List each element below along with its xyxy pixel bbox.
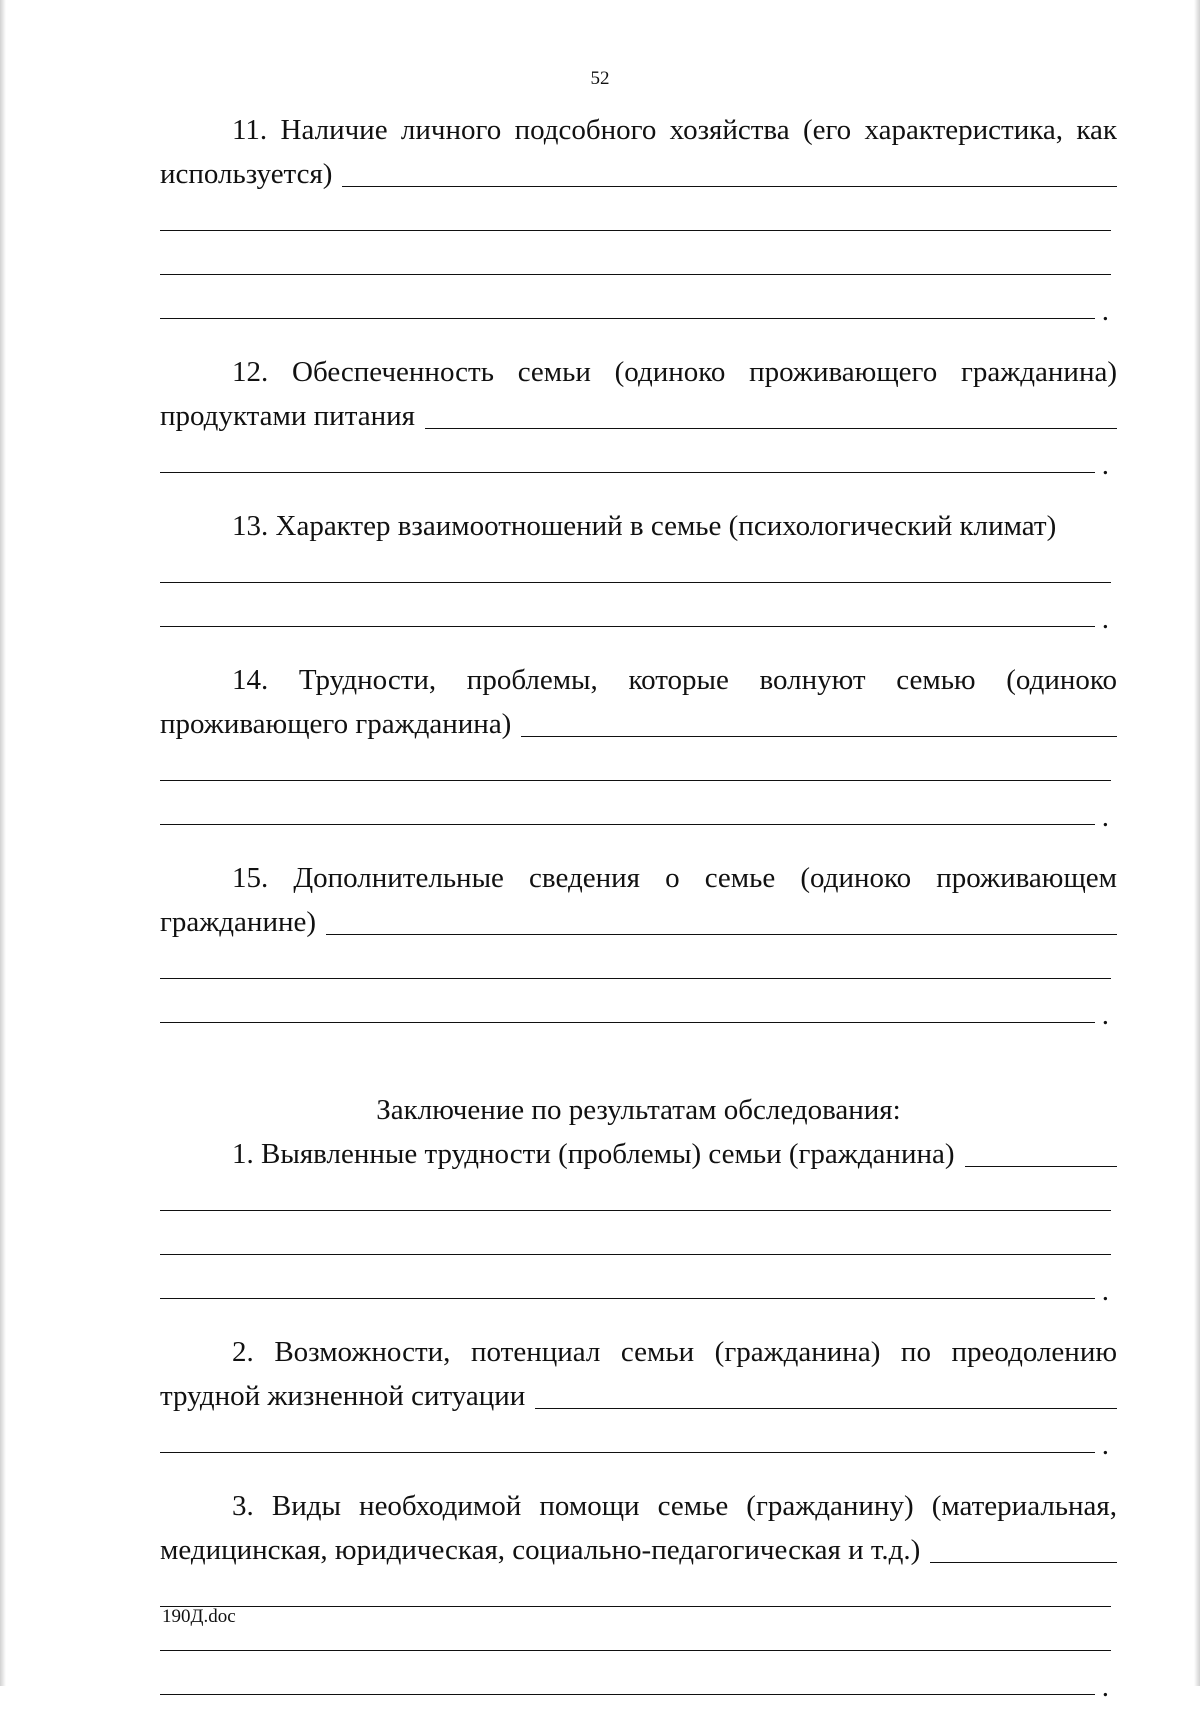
scan-edge-right bbox=[1194, 0, 1200, 1686]
item-11-answer-line[interactable] bbox=[342, 186, 1117, 187]
conclusion-item-2-text-line-1: 2. Возможности, потенциал семьи (гражданина) по преодолению bbox=[232, 1336, 1117, 1368]
conclusion-item-3-text-line-1: 3. Виды необходимой помощи семье (гражданину) (материальная, bbox=[232, 1490, 1117, 1522]
item-12-answer-blank-1[interactable]: . bbox=[160, 438, 1117, 482]
form-item-12 bbox=[160, 350, 1117, 482]
conclusion-item-1-answer-blank-3[interactable]: . bbox=[160, 1264, 1117, 1308]
item-13-text-line-1: 13. Характер взаимоотношений в семье (психологический климат) bbox=[232, 510, 1057, 542]
form-item-14 bbox=[160, 658, 1117, 834]
item-14-text-line-1: 14. Трудности, проблемы, которые волнуют семью (одиноко bbox=[232, 664, 1117, 696]
item-12-text-line-1: 12. Обеспеченность семьи (одиноко проживающего гражданина) bbox=[232, 356, 1117, 388]
conclusion-item-2-answer-line[interactable] bbox=[535, 1408, 1117, 1409]
item-15-answer-blank-1[interactable] bbox=[160, 944, 1117, 988]
item-13-answer-blank-1[interactable] bbox=[160, 548, 1117, 592]
conclusion-item-2-text-line-2: трудной жизненной ситуации bbox=[160, 1374, 1117, 1418]
conclusion-item-1-answer-blank-1[interactable] bbox=[160, 1176, 1117, 1220]
item-11-answer-blank-2[interactable] bbox=[160, 240, 1117, 284]
conclusion-item-1-answer-blank-2[interactable] bbox=[160, 1220, 1117, 1264]
form-item-13 bbox=[160, 504, 1117, 636]
item-15-answer-blank-2[interactable]: . bbox=[160, 988, 1117, 1032]
item-11-answer-blank-3[interactable]: . bbox=[160, 284, 1117, 328]
page-number: 52 bbox=[590, 68, 610, 89]
item-14-answer-blank-2[interactable]: . bbox=[160, 790, 1117, 834]
conclusion-item-2-answer-blank-1[interactable]: . bbox=[160, 1418, 1117, 1462]
item-12-answer-line[interactable] bbox=[425, 428, 1117, 429]
conclusion-item-3-answer-line[interactable] bbox=[930, 1562, 1117, 1563]
item-12-text-line-2: продуктами питания bbox=[160, 394, 1117, 438]
form-body bbox=[160, 108, 1117, 1726]
conclusion-item-1-text-line-1: 1. Выявленные трудности (проблемы) семьи (гражданина) bbox=[160, 1132, 1117, 1176]
item-13-answer-blank-2[interactable]: . bbox=[160, 592, 1117, 636]
item-14-text-line-2: проживающего гражданина) bbox=[160, 702, 1117, 746]
item-15-answer-line[interactable] bbox=[326, 934, 1117, 935]
item-11-answer-blank-1[interactable] bbox=[160, 196, 1117, 240]
scan-edge-left bbox=[0, 0, 6, 1686]
document-filename: 190Д.doc bbox=[162, 1606, 236, 1627]
conclusion-item-3-answer-blank-3[interactable]: . bbox=[160, 1660, 1117, 1704]
item-15-text-line-1: 15. Дополнительные сведения о семье (одиноко проживающем bbox=[232, 862, 1117, 894]
item-11-text-line-2: используется) bbox=[160, 152, 1117, 196]
conclusion-item-3-answer-blank-1[interactable] bbox=[160, 1572, 1117, 1616]
conclusion-item-3 bbox=[160, 1484, 1117, 1704]
conclusion-item-3-text-line-2: медицинская, юридическая, социально-педагогическая и т.д.) bbox=[160, 1528, 1117, 1572]
conclusion-item-2 bbox=[160, 1330, 1117, 1462]
form-item-11 bbox=[160, 108, 1117, 328]
conclusion-item-3-answer-blank-2[interactable] bbox=[160, 1616, 1117, 1660]
conclusion-item-1-answer-line[interactable] bbox=[965, 1166, 1117, 1167]
conclusion-heading: Заключение по результатам обследования: bbox=[376, 1094, 901, 1126]
item-14-answer-blank-1[interactable] bbox=[160, 746, 1117, 790]
item-11-text-line-1: 11. Наличие личного подсобного хозяйства (его характеристика, как bbox=[232, 114, 1117, 146]
item-15-text-line-2: гражданине) bbox=[160, 900, 1117, 944]
item-14-answer-line[interactable] bbox=[521, 736, 1117, 737]
conclusion-item-1 bbox=[160, 1132, 1117, 1308]
form-item-15 bbox=[160, 856, 1117, 1032]
